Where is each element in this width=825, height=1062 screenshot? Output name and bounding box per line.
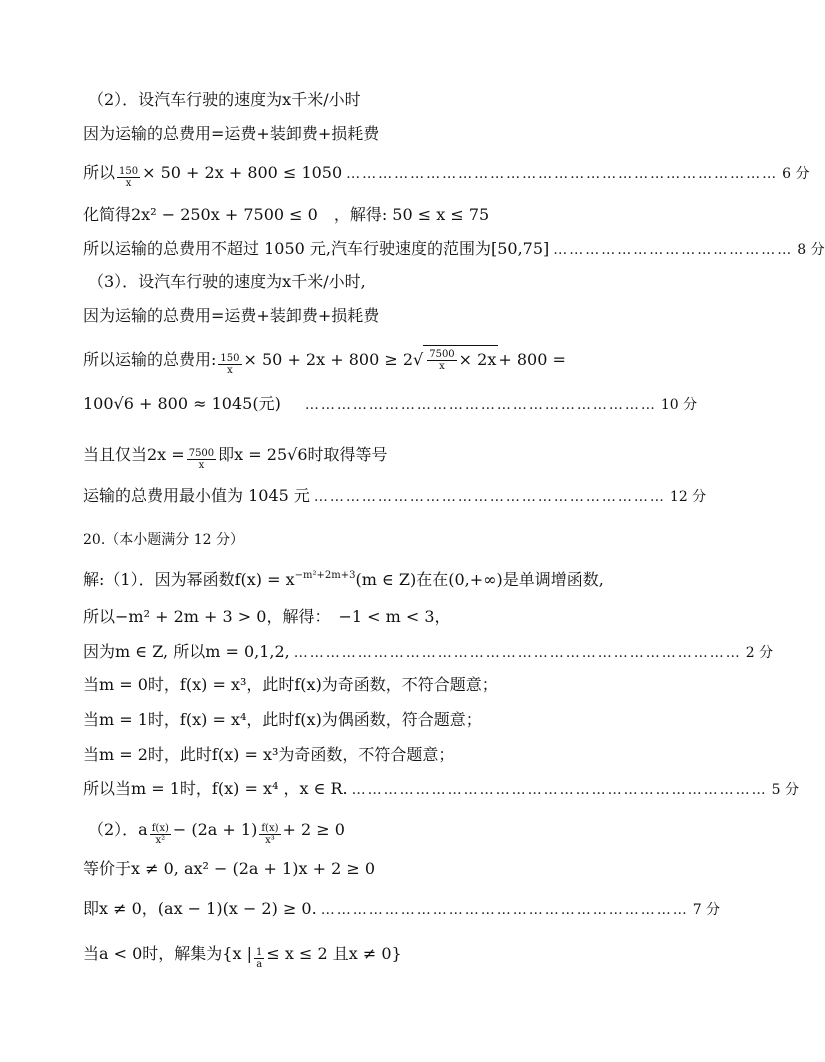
line-part2-inequality: （2）．a $\frac{f(x)}{\text{x²}}$ − (2a + 1) $\frac{f(x)}{\text{x³}}$ + 2 ≥ 0 xyxy=(88,820,345,846)
line-inequality-1050: 所以 $\frac{150}{x}$ × 50 + 2x + 800 ≤ 1050 ……………………………………………………………………… 6 分 xyxy=(83,163,810,189)
line-case-a-negative: 当a < 0时，解集为{x | $\frac{1}{a}$ ≤ x ≤ 2 且x ≠ 0} xyxy=(83,944,402,970)
line-cost-definition-2: 因为运输的总费用=运费+装卸费+损耗费 xyxy=(83,306,380,325)
line-amgm-inequality: 所以运输的总费用: $\frac{150}{x}$ × 50 + 2x + 800 ≥ 2 √ $\frac{7500}{x}$ × 2x + 800 = xyxy=(83,345,660,380)
score-label: 10 分 xyxy=(660,397,698,413)
line-speed-range: 所以运输的总费用不超过 1050 元,汽车行驶速度的范围为[50,75] ……………………………………… 8 分 xyxy=(83,237,660,262)
dot-leader: ………………………………………………………… xyxy=(304,397,657,413)
line-case-m1: 当m = 1时，f(x) = x⁴，此时f(x)为偶函数，符合题意； xyxy=(83,710,482,729)
fraction-1-over-a: $\frac{1}{a}$ xyxy=(255,947,263,970)
dot-leader: …………………………………………………………………… xyxy=(351,782,768,798)
fraction-fx-over-x2: $\frac{f(x)}{\text{x²}}$ xyxy=(151,823,169,846)
score-label: 6 分 xyxy=(782,166,810,182)
line-conclusion-m1: 所以当m = 1时，f(x) = x⁴ ，x ∈ R. …………………………………………………………………… 5 分 xyxy=(83,777,660,802)
dot-leader: …………………………………………………………… xyxy=(320,902,689,918)
line-exponent-positive: 所以−m² + 2m + 3 > 0，解得： −1 < m < 3， xyxy=(83,607,451,626)
line-power-function: 解:（1）．因为幂函数f(x) = x −m²+2m+3 (m ∈ Z)在在(0,+∞)是单调增函数, xyxy=(83,568,660,595)
score-label: 5 分 xyxy=(771,782,799,798)
line-case-m2: 当m = 2时，此时f(x) = x³为奇函数，不符合题意； xyxy=(83,745,455,764)
square-root xyxy=(413,345,498,372)
problem-20-heading: 20.（本小题满分 12 分） xyxy=(83,532,244,548)
line-cost-definition: 因为运输的总费用=运费+装卸费+损耗费 xyxy=(83,124,380,143)
radical-sign: √ xyxy=(413,350,424,369)
dot-leader: ………………………………………………………………………… xyxy=(293,645,742,661)
fraction-150-over-x: $\frac{150}{x}$ xyxy=(220,353,240,376)
line-part3-speed: （3）．设汽车行驶的速度为x千米/小时, xyxy=(88,272,366,291)
score-label: 12 分 xyxy=(669,489,707,505)
line-min-cost-value: 100√6 + 800 ≈ 1045(元) ………………………………………………………… 10 分 xyxy=(83,392,660,417)
score-label: 7 分 xyxy=(692,902,721,918)
line-simplify: 化简得2x² − 250x + 7500 ≤ 0 ，解得: 50 ≤ x ≤ 75 xyxy=(83,205,490,224)
exponent: −m²+2m+3 xyxy=(294,570,356,581)
line-equality-condition: 当且仅当2x = $\frac{7500}{x}$ 即x = 25√6时取得等号 xyxy=(83,445,388,471)
fraction-fx-over-x3: $\frac{f(x)}{\text{x³}}$ xyxy=(261,823,279,846)
line-equivalent-form: 等价于x ≠ 0, ax² − (2a + 1)x + 2 ≥ 0 xyxy=(83,859,376,878)
dot-leader: ……………………………………… xyxy=(553,242,794,258)
score-label: 8 分 xyxy=(797,242,825,258)
radicand: $\frac{7500}{x}$ × 2x xyxy=(423,345,498,372)
line-factored-form: 即x ≠ 0，(ax − 1)(x − 2) ≥ 0. …………………………………………………………… 7 分 xyxy=(83,897,660,922)
fraction-7500-over-x: $\frac{7500}{x}$ xyxy=(188,448,215,471)
line-part2-speed: （2）．设汽车行驶的速度为x千米/小时 xyxy=(88,90,361,109)
line-case-m0: 当m = 0时，f(x) = x³，此时f(x)为奇函数，不符合题意； xyxy=(83,675,498,694)
dot-leader: ………………………………………………………… xyxy=(313,489,666,505)
line-min-cost-conclusion: 运输的总费用最小值为 1045 元 ………………………………………………………… 12 分 xyxy=(83,484,660,509)
score-label: 2 分 xyxy=(745,645,774,661)
line-m-values: 因为m ∈ Z, 所以m = 0,1,2, ………………………………………………………………………… 2 分 xyxy=(83,640,660,665)
dot-leader: ……………………………………………………………………… xyxy=(346,166,779,182)
fraction-150-over-x: $\frac{150}{x}$ xyxy=(119,166,139,189)
fraction-7500-over-x: $\frac{7500}{x}$ xyxy=(429,348,455,372)
